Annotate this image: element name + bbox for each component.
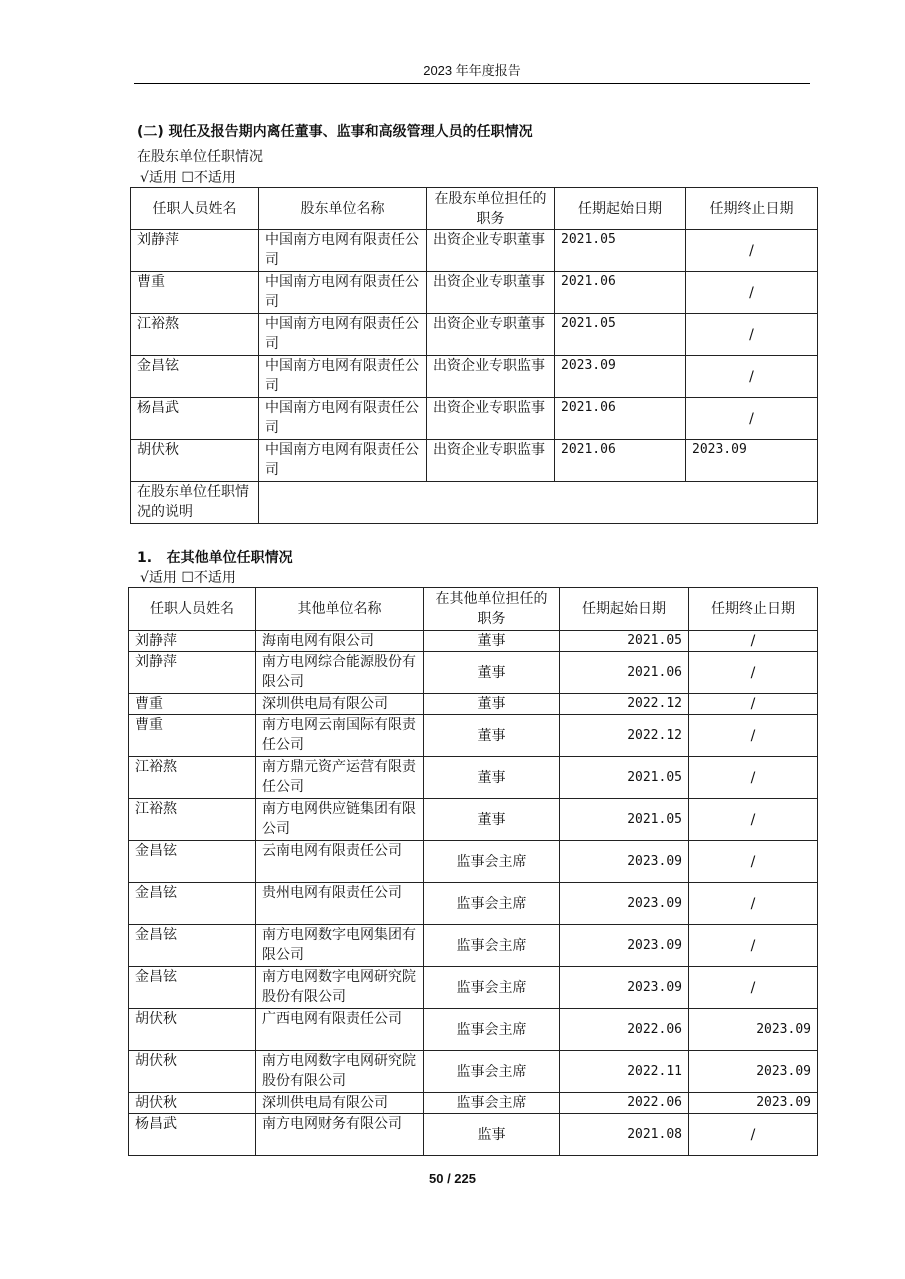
end-date: / <box>686 356 818 398</box>
position: 监事会主席 <box>424 1093 560 1114</box>
position: 监事会主席 <box>424 967 560 1009</box>
position: 出资企业专职监事 <box>427 398 555 440</box>
position: 出资企业专职董事 <box>427 230 555 272</box>
start-date: 2021.05 <box>555 314 686 356</box>
start-date: 2021.05 <box>560 631 689 652</box>
unit-name: 南方电网数字电网集团有限公司 <box>256 925 424 967</box>
table-row <box>129 883 818 925</box>
position: 出资企业专职董事 <box>427 314 555 356</box>
position: 董事 <box>424 694 560 715</box>
end-date: / <box>689 694 818 715</box>
col-header-name: 任职人员姓名 <box>131 188 259 230</box>
start-date: 2023.09 <box>560 883 689 925</box>
end-date: 2023.09 <box>689 1009 818 1051</box>
unit-name: 南方电网综合能源股份有限公司 <box>256 652 424 694</box>
table-row <box>129 694 818 715</box>
end-date: / <box>689 631 818 652</box>
person-name: 金昌铉 <box>129 883 256 925</box>
person-name: 胡伏秋 <box>129 1051 256 1093</box>
position: 监事会主席 <box>424 1051 560 1093</box>
person-name: 金昌铉 <box>129 841 256 883</box>
position: 监事会主席 <box>424 925 560 967</box>
person-name: 金昌铉 <box>129 967 256 1009</box>
person-name: 曹重 <box>129 694 256 715</box>
note-label: 在股东单位任职情况的说明 <box>131 482 259 524</box>
table-row <box>129 715 818 757</box>
col-header-position: 在其他单位担任的职务 <box>424 588 560 631</box>
table-row <box>129 631 818 652</box>
section-subheading: 在股东单位任职情况 <box>137 149 263 165</box>
start-date: 2023.09 <box>560 841 689 883</box>
end-date: / <box>689 1114 818 1156</box>
unit-name: 云南电网有限责任公司 <box>256 841 424 883</box>
unit-name: 中国南方电网有限责任公司 <box>259 314 427 356</box>
unit-name: 南方电网供应链集团有限公司 <box>256 799 424 841</box>
person-name: 曹重 <box>129 715 256 757</box>
col-header-start: 任期起始日期 <box>555 188 686 230</box>
end-date: / <box>686 230 818 272</box>
table-row <box>131 272 818 314</box>
unit-name: 深圳供电局有限公司 <box>256 1093 424 1114</box>
person-name: 金昌铉 <box>131 356 259 398</box>
col-header-position: 在股东单位担任的职务 <box>427 188 555 230</box>
table-row <box>131 398 818 440</box>
table-row <box>131 314 818 356</box>
position: 出资企业专职监事 <box>427 356 555 398</box>
table-row <box>131 356 818 398</box>
start-date: 2021.06 <box>555 272 686 314</box>
start-date: 2022.06 <box>560 1009 689 1051</box>
applicable-indicator: √适用 ☐不适用 <box>140 170 236 186</box>
end-date: / <box>689 757 818 799</box>
person-name: 金昌铉 <box>129 925 256 967</box>
position: 监事会主席 <box>424 841 560 883</box>
unit-name: 南方电网数字电网研究院股份有限公司 <box>256 1051 424 1093</box>
position: 董事 <box>424 799 560 841</box>
unit-name: 广西电网有限责任公司 <box>256 1009 424 1051</box>
start-date: 2022.06 <box>560 1093 689 1114</box>
position: 监事会主席 <box>424 883 560 925</box>
position: 董事 <box>424 757 560 799</box>
applicable-indicator-2: √适用 ☐不适用 <box>140 570 236 586</box>
person-name: 江裕熬 <box>131 314 259 356</box>
table-row <box>129 925 818 967</box>
end-date: 2023.09 <box>689 1093 818 1114</box>
col-header-unit: 其他单位名称 <box>256 588 424 631</box>
end-date: 2023.09 <box>686 440 818 482</box>
person-name: 曹重 <box>131 272 259 314</box>
start-date: 2022.11 <box>560 1051 689 1093</box>
table-row <box>129 1009 818 1051</box>
person-name: 江裕熬 <box>129 799 256 841</box>
other-unit-positions-table <box>128 587 818 1156</box>
position: 出资企业专职董事 <box>427 272 555 314</box>
end-date: / <box>686 272 818 314</box>
end-date: / <box>689 883 818 925</box>
table-row <box>129 757 818 799</box>
end-date: 2023.09 <box>689 1051 818 1093</box>
start-date: 2023.09 <box>560 967 689 1009</box>
col-header-end: 任期终止日期 <box>689 588 818 631</box>
position: 监事会主席 <box>424 1009 560 1051</box>
col-header-unit: 股东单位名称 <box>259 188 427 230</box>
table-header-row <box>129 588 818 631</box>
col-header-end: 任期终止日期 <box>686 188 818 230</box>
person-name: 杨昌武 <box>131 398 259 440</box>
end-date: / <box>686 314 818 356</box>
unit-name: 南方鼎元资产运营有限责任公司 <box>256 757 424 799</box>
unit-name: 中国南方电网有限责任公司 <box>259 230 427 272</box>
end-date: / <box>689 967 818 1009</box>
position: 出资企业专职监事 <box>427 440 555 482</box>
col-header-name: 任职人员姓名 <box>129 588 256 631</box>
start-date: 2022.12 <box>560 694 689 715</box>
position: 董事 <box>424 652 560 694</box>
header-divider <box>134 83 810 84</box>
table-header-row <box>131 188 818 230</box>
start-date: 2021.05 <box>555 230 686 272</box>
person-name: 江裕熬 <box>129 757 256 799</box>
start-date: 2021.06 <box>555 398 686 440</box>
unit-name: 中国南方电网有限责任公司 <box>259 356 427 398</box>
unit-name: 中国南方电网有限责任公司 <box>259 272 427 314</box>
unit-name: 南方电网财务有限公司 <box>256 1114 424 1156</box>
end-date: / <box>686 398 818 440</box>
start-date: 2021.06 <box>560 652 689 694</box>
person-name: 胡伏秋 <box>129 1093 256 1114</box>
section2-heading: 1. 在其他单位任职情况 <box>137 550 293 566</box>
start-date: 2023.09 <box>560 925 689 967</box>
col-header-start: 任期起始日期 <box>560 588 689 631</box>
unit-name: 海南电网有限公司 <box>256 631 424 652</box>
unit-name: 南方电网云南国际有限责任公司 <box>256 715 424 757</box>
start-date: 2021.08 <box>560 1114 689 1156</box>
table-row <box>129 652 818 694</box>
person-name: 胡伏秋 <box>129 1009 256 1051</box>
unit-name: 中国南方电网有限责任公司 <box>259 440 427 482</box>
position: 监事 <box>424 1114 560 1156</box>
start-date: 2021.05 <box>560 799 689 841</box>
table-row <box>131 440 818 482</box>
person-name: 刘静萍 <box>131 230 259 272</box>
start-date: 2021.05 <box>560 757 689 799</box>
end-date: / <box>689 925 818 967</box>
section-heading: (二) 现任及报告期内离任董事、监事和高级管理人员的任职情况 <box>137 124 533 140</box>
table-note-row <box>131 482 818 524</box>
shareholder-positions-table <box>130 187 818 524</box>
page-number: 50 / 225 <box>429 1171 476 1186</box>
table-row <box>129 1114 818 1156</box>
unit-name: 中国南方电网有限责任公司 <box>259 398 427 440</box>
position: 董事 <box>424 631 560 652</box>
person-name: 杨昌武 <box>129 1114 256 1156</box>
start-date: 2022.12 <box>560 715 689 757</box>
table-row <box>129 967 818 1009</box>
note-value <box>259 482 818 524</box>
end-date: / <box>689 841 818 883</box>
start-date: 2021.06 <box>555 440 686 482</box>
unit-name: 南方电网数字电网研究院股份有限公司 <box>256 967 424 1009</box>
position: 董事 <box>424 715 560 757</box>
start-date: 2023.09 <box>555 356 686 398</box>
table-row <box>129 1051 818 1093</box>
end-date: / <box>689 652 818 694</box>
unit-name: 深圳供电局有限公司 <box>256 694 424 715</box>
end-date: / <box>689 799 818 841</box>
unit-name: 贵州电网有限责任公司 <box>256 883 424 925</box>
table-row <box>129 1093 818 1114</box>
report-header-title: 2023 年年度报告 <box>423 63 521 78</box>
table-row <box>131 230 818 272</box>
table-row <box>129 841 818 883</box>
table-row <box>129 799 818 841</box>
end-date: / <box>689 715 818 757</box>
person-name: 胡伏秋 <box>131 440 259 482</box>
person-name: 刘静萍 <box>129 652 256 694</box>
person-name: 刘静萍 <box>129 631 256 652</box>
